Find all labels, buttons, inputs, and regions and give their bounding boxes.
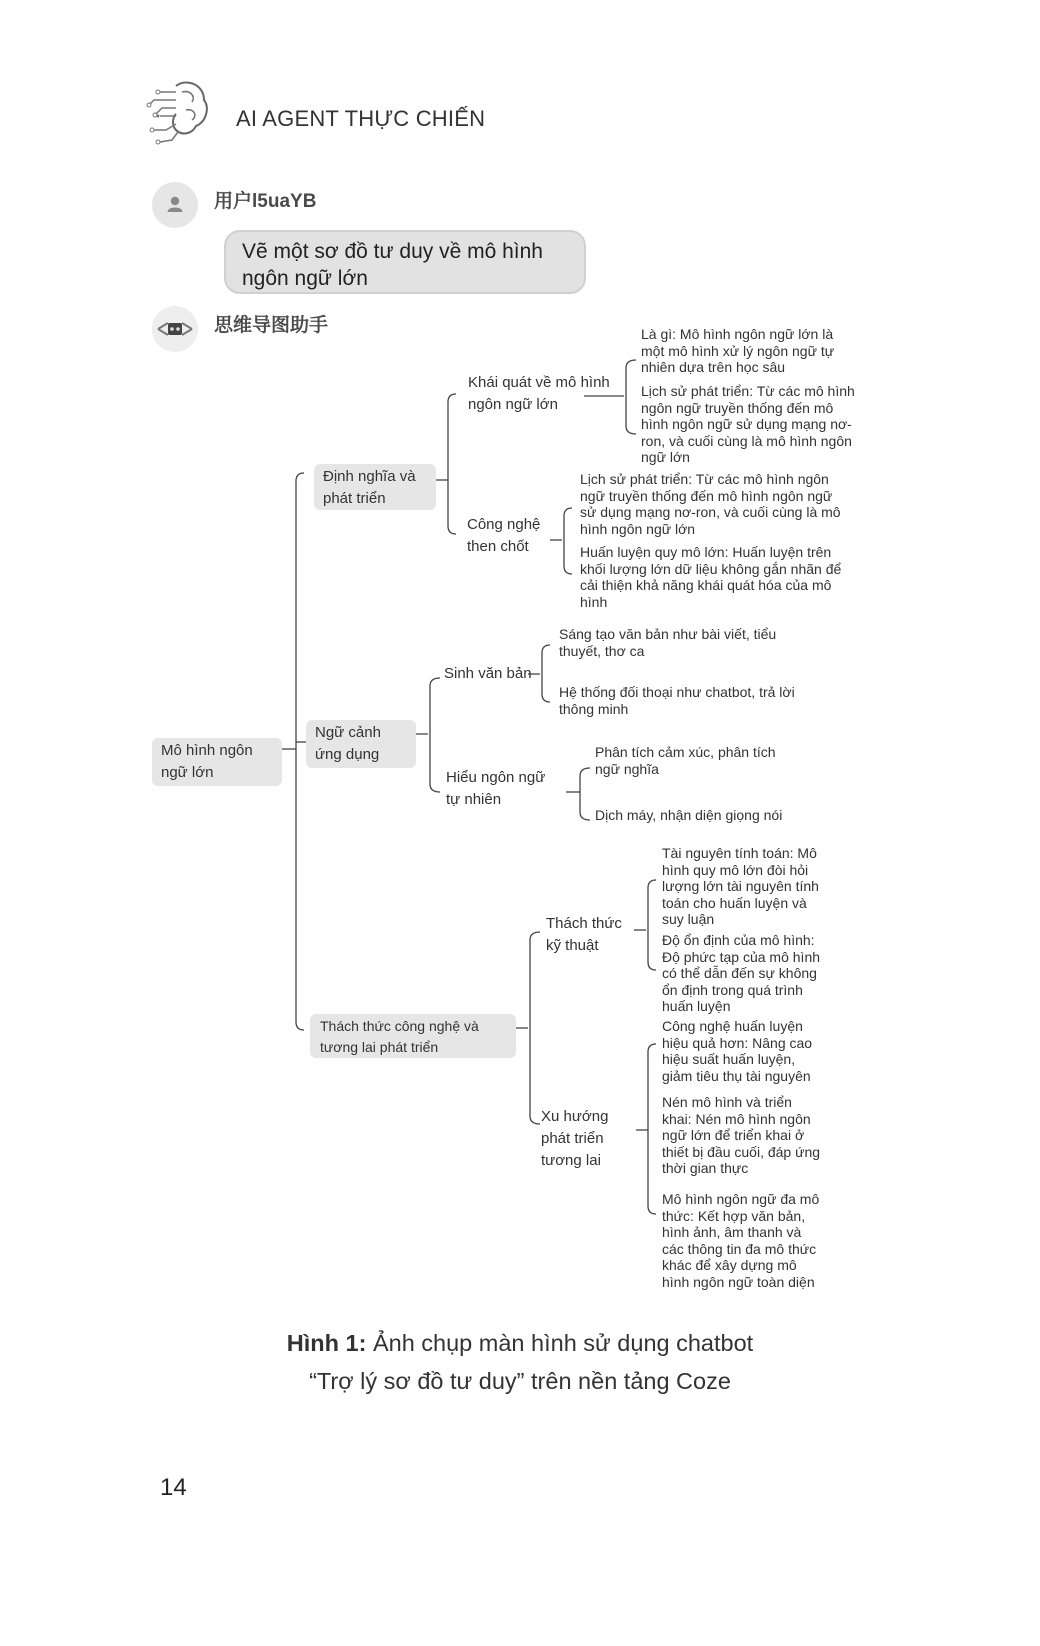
mindmap-leaf: Dịch máy, nhận diện giọng nói — [595, 807, 783, 823]
book-title: AI AGENT THỰC CHIẾN — [236, 106, 486, 131]
caption-line-1: Ảnh chụp màn hình sử dụng chatbot — [366, 1330, 754, 1356]
mindmap-leaf: Sáng tạo văn bản như bài viết, tiểu thuyết, thơ ca — [559, 626, 777, 659]
mindmap-leaf: Mô hình ngôn ngữ đa mô thức: Kết hợp văn bản, hình ảnh, âm thanh và các thông tin đa mô thức khác để xây dựng mô hình ngôn ngữ toàn diện — [662, 1191, 820, 1290]
mindmap-leaf: Phân tích cảm xúc, phân tích ngữ nghĩa — [595, 744, 776, 777]
caption-line-2: “Trợ lý sơ đồ tư duy” trên nền tảng Coze — [309, 1368, 731, 1394]
mindmap-topic-2-2: Hiểu ngôn ngữ tự nhiên — [446, 769, 546, 808]
mindmap-leaf: Hệ thống đối thoại như chatbot, trả lời thông minh — [559, 684, 795, 717]
mindmap-topic-3-2: Xu hướng phát triển tương lai — [541, 1108, 609, 1169]
caption-prefix: Hình 1: — [286, 1330, 367, 1356]
mindmap-branch-2: Ngữ cảnh ứng dụng — [306, 720, 416, 768]
mindmap-leaf: Huấn luyện quy mô lớn: Huấn luyện trên khối lượng lớn dữ liệu không gắn nhãn để cải thiện khả năng khái quát hóa của mô hình — [580, 544, 842, 610]
user-message-bubble: Vẽ một sơ đồ tư duy về mô hình ngôn ngữ lớn — [224, 230, 586, 294]
mindmap-topic-2-1: Sinh văn bản — [444, 665, 532, 682]
mindmap-leaf: Lịch sử phát triển: Từ các mô hình ngôn ngữ truyền thống đến mô hình ngôn ngữ sử dụng mạng nơ-ron, và cuối cùng là mô hình ngôn ngữ lớn — [641, 383, 855, 465]
mindmap-topic-3-1: Thách thức kỹ thuật — [546, 915, 622, 954]
page-number: 14 — [160, 1474, 187, 1501]
mindmap-leaf: Độ ổn định của mô hình: Độ phức tạp của mô hình có thể dẫn đến sự không ổn định trong quá trình huấn luyện — [662, 932, 821, 1014]
mindmap-leaf: Lịch sử phát triển: Từ các mô hình ngôn ngữ truyền thống đến mô hình ngôn ngữ sử dụng mạng nơ-ron, và cuối cùng là mô hình ngôn ngữ lớn — [580, 471, 841, 537]
mindmap-leaf: Tài nguyên tính toán: Mô hình quy mô lớn đòi hỏi lượng lớn tài nguyên tính toán cho huấn luyện và suy luận — [662, 845, 819, 927]
mindmap-leaf: Công nghệ huấn luyện hiệu quả hơn: Nâng cao hiệu suất huấn luyện, giảm tiêu thụ tài nguyên — [662, 1018, 813, 1084]
mindmap-root: Mô hình ngôn ngữ lớn — [152, 738, 282, 786]
mindmap-leaf: Nén mô hình và triển khai: Nén mô hình ngôn ngữ lớn để triển khai ở thiết bị đầu cuối, đáp ứng thời gian thực — [662, 1094, 821, 1176]
assistant-name: 思维导图助手 — [214, 315, 329, 336]
user-name: 用户l5uaYB — [214, 191, 317, 212]
figure-caption — [0, 1324, 1040, 1400]
mindmap-branch-3: Thách thức công nghệ và tương lai phát triển — [310, 1014, 516, 1058]
mindmap-topic-1-1: Khái quát về mô hình ngôn ngữ lớn — [468, 374, 610, 413]
mindmap-topic-1-2: Công nghệ then chốt — [467, 516, 541, 555]
mindmap-leaf: Là gì: Mô hình ngôn ngữ lớn là một mô hình xử lý ngôn ngữ tự nhiên dựa trên học sâu — [641, 326, 835, 375]
mindmap-branch-1: Định nghĩa và phát triển — [314, 464, 436, 510]
